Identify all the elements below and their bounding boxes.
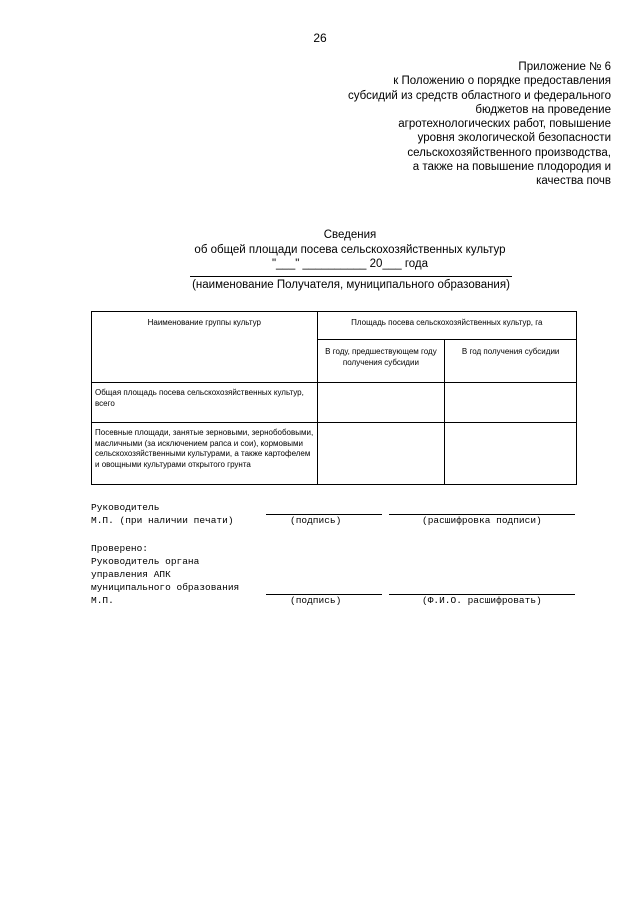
- page-number: 26: [313, 31, 327, 45]
- cell-crops-prev-year[interactable]: [317, 423, 445, 485]
- transcript-caption: (расшифровка подписи): [422, 515, 542, 526]
- cell-total-subsidy-year[interactable]: [445, 383, 577, 423]
- fio-caption: (Ф.И.О. расшифровать): [422, 595, 542, 606]
- signature-caption-2: (подпись): [290, 595, 342, 606]
- cell-total-prev-year[interactable]: [317, 383, 445, 423]
- row-label-total: Общая площадь посева сельскохозяйственных культур, всего: [92, 383, 318, 423]
- document-heading: [0, 228, 640, 272]
- appendix-line: уровня экологической безопасности: [417, 132, 611, 145]
- appendix-line: Приложение № 6: [518, 61, 611, 73]
- recipient-caption: (наименование Получателя, муниципального образования): [192, 279, 510, 291]
- document-title: Сведения: [323, 229, 377, 241]
- appendix-line: к Положению о порядке предоставления: [393, 75, 611, 88]
- appendix-line: агротехнологических работ, повышение: [398, 118, 611, 131]
- appendix-line: качества почв: [536, 175, 611, 188]
- header-subsidy-year: В год получения субсидии: [445, 340, 577, 383]
- appendix-line: сельскохозяйственного производства,: [407, 146, 611, 159]
- cell-crops-subsidy-year[interactable]: [445, 423, 577, 485]
- crop-area-table: [91, 311, 577, 485]
- stamp-label: М.П. (при наличии печати): [91, 515, 234, 526]
- header-prev-year: В году, предшествующем году получения субсидии: [317, 340, 445, 383]
- mp-label: М.П.: [91, 595, 114, 606]
- row-label-crops: Посевные площади, занятые зерновыми, зернобобовыми, масличными (за исключением рапса и сои), кормовыми сельскохозяйственными культурами, а также картофелем и овощными культурами открытого грунта: [92, 423, 318, 485]
- date-line: "___" __________ 20___ года: [271, 258, 429, 270]
- agency-line-1: Руководитель органа: [91, 556, 200, 567]
- checked-label: Проверено:: [91, 543, 149, 554]
- header-sown-area: Площадь посева сельскохозяйственных культур, га: [317, 312, 576, 340]
- head-label: Руководитель: [91, 502, 160, 513]
- appendix-line: а также на повышение плодородия и: [412, 161, 611, 174]
- document-subtitle: об общей площади посева сельскохозяйственных культур: [194, 243, 506, 256]
- signature-caption: (подпись): [290, 515, 342, 526]
- recipient-name-line[interactable]: [190, 276, 512, 277]
- agency-line-2: управления АПК: [91, 569, 171, 580]
- agency-line-3: муниципального образования: [91, 582, 240, 593]
- header-crop-group: Наименование группы культур: [92, 312, 318, 383]
- appendix-line: бюджетов на проведение: [475, 103, 611, 116]
- appendix-line: субсидий из средств областного и федерального: [347, 89, 611, 102]
- appendix-header: [281, 60, 611, 189]
